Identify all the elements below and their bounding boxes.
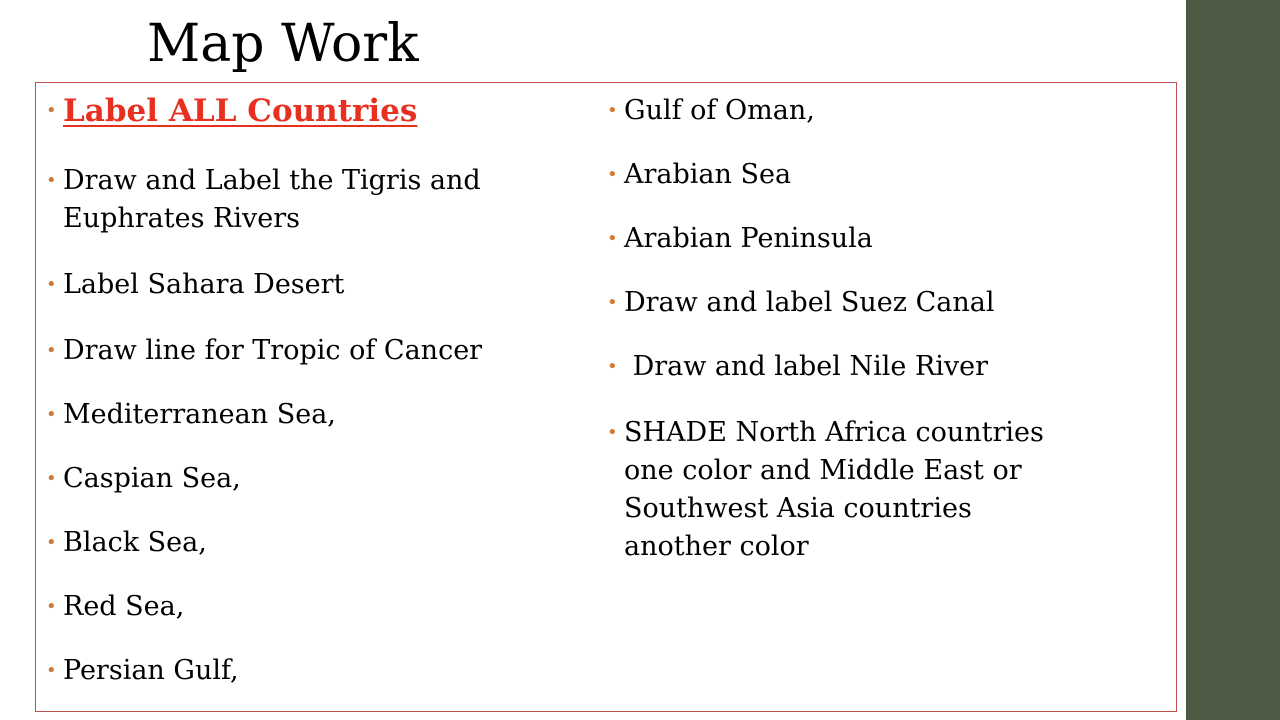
list-item-text: SHADE North Africa countries: [624, 417, 1044, 448]
list-item-text: Arabian Peninsula: [624, 223, 873, 254]
list-item-sahara: [44, 266, 344, 304]
list-item-text: Label Sahara Desert: [63, 269, 345, 300]
list-item-continuation: [605, 452, 1022, 490]
list-item-continuation: [44, 200, 300, 238]
list-item-suez-canal: [605, 284, 994, 322]
bullet-icon: •: [46, 404, 57, 425]
list-item-text: Southwest Asia countries: [624, 493, 972, 524]
list-item-text: Draw and Label the Tigris and: [63, 165, 481, 196]
list-item-text: Gulf of Oman,: [624, 95, 815, 126]
list-item-text: one color and Middle East or: [624, 455, 1022, 486]
bullet-icon: •: [607, 292, 618, 313]
list-item-mediterranean: [44, 396, 336, 434]
list-item-text: Euphrates Rivers: [63, 203, 301, 234]
list-item-text: Draw and label Suez Canal: [624, 287, 995, 318]
list-item-tigris-euphrates: [44, 162, 481, 200]
bullet-icon: •: [46, 596, 57, 617]
emphasis-text: Label ALL Countries: [63, 93, 418, 129]
list-item-arabian-peninsula: [605, 220, 873, 258]
slide-title: Map Work: [147, 14, 419, 74]
bullet-icon: •: [607, 100, 618, 121]
bullet-icon: •: [607, 164, 618, 185]
bullet-icon: •: [46, 468, 57, 489]
list-item-black-sea: [44, 524, 207, 562]
bullet-icon: •: [46, 532, 57, 553]
bullet-icon: •: [607, 356, 618, 377]
list-item-text: Mediterranean Sea,: [63, 399, 336, 430]
list-item-text: Arabian Sea: [624, 159, 792, 190]
bullet-icon: •: [46, 170, 57, 191]
list-item-continuation: [605, 528, 809, 566]
list-item-text: Red Sea,: [63, 591, 185, 622]
list-item-label-countries: [44, 92, 417, 130]
list-item-nile-river: [605, 348, 988, 386]
list-item-persian-gulf: [44, 652, 239, 690]
list-item-gulf-of-oman: [605, 92, 815, 130]
list-item-text: Black Sea,: [63, 527, 207, 558]
list-item-text: Draw line for Tropic of Cancer: [63, 335, 483, 366]
bullet-icon: •: [46, 660, 57, 681]
list-item-red-sea: [44, 588, 184, 626]
bullet-icon: •: [46, 100, 57, 121]
bullet-icon: •: [607, 422, 618, 443]
bullet-icon: •: [46, 274, 57, 295]
list-item-text: Persian Gulf,: [63, 655, 239, 686]
list-item-text: Caspian Sea,: [63, 463, 241, 494]
list-item-arabian-sea: [605, 156, 791, 194]
list-item-continuation: [605, 490, 972, 528]
side-accent-bar: [1186, 0, 1280, 720]
list-item-text: another color: [624, 531, 809, 562]
bullet-icon: •: [607, 228, 618, 249]
list-item-shade-instructions: [605, 414, 1044, 452]
list-item-text: Draw and label Nile River: [624, 351, 989, 382]
list-item-caspian: [44, 460, 241, 498]
list-item-tropic: [44, 332, 482, 370]
bullet-icon: •: [46, 340, 57, 361]
